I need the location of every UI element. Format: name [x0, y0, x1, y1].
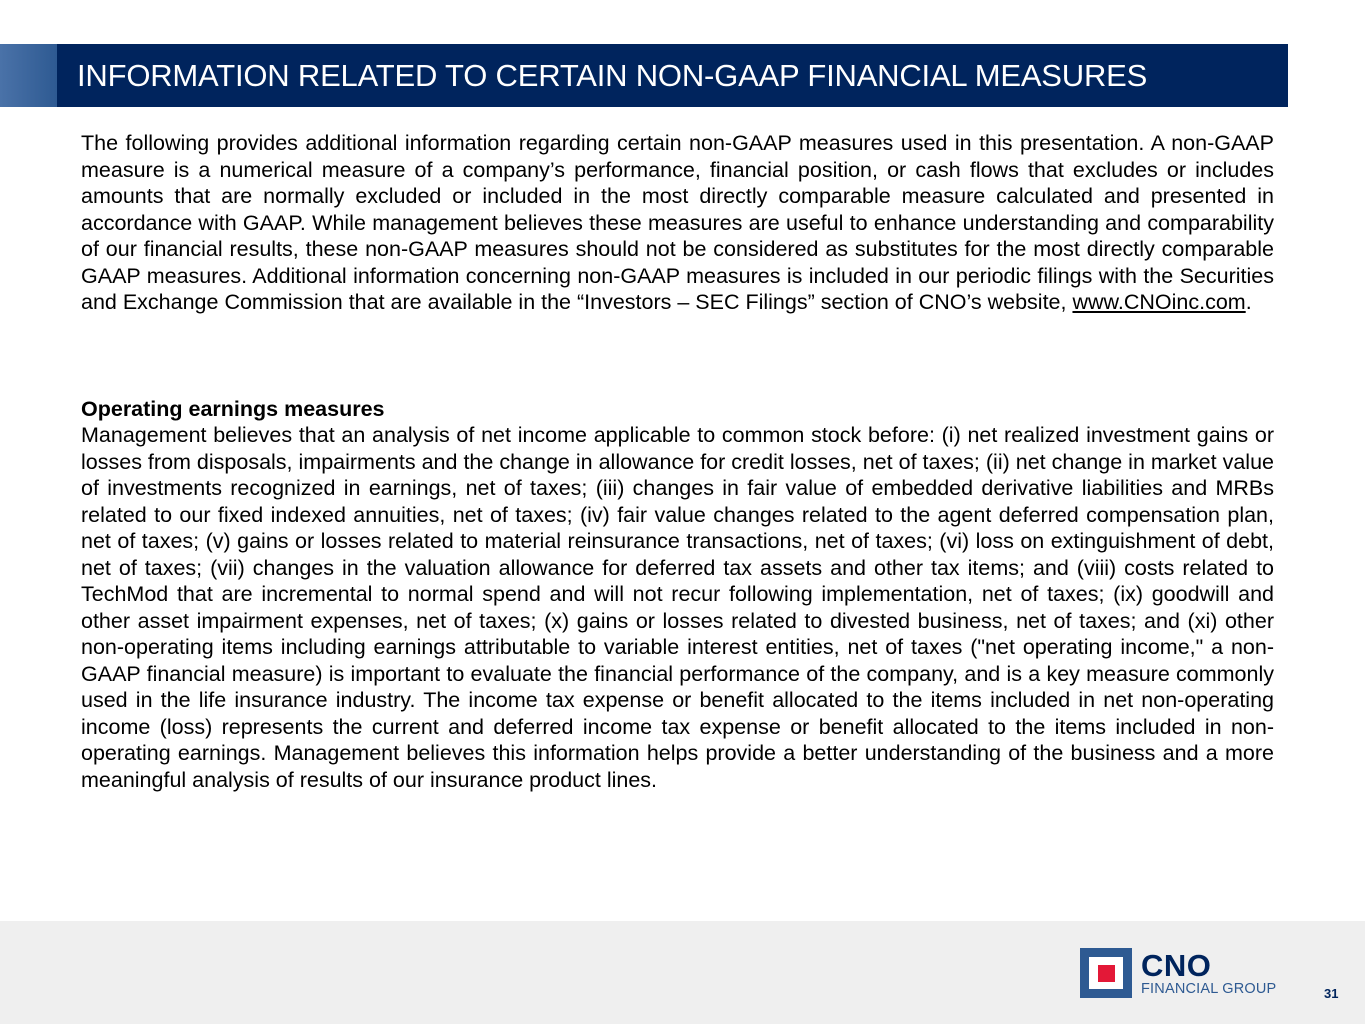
logo-text: [1141, 947, 1277, 997]
intro-paragraph: [81, 130, 1274, 316]
page-number: 31: [1324, 986, 1339, 1001]
cno-logo: [1080, 948, 1276, 998]
title-bar: [0, 44, 1288, 107]
logo-subtitle: FINANCIAL GROUP: [1141, 980, 1277, 997]
logo-name: CNO: [1141, 947, 1212, 983]
section-body: Management believes that an analysis of net income applicable to common stock before: (i) net realized investment gains or losses from disposals, impairments and the change in allowance for credit losses, net of taxes; (ii) net change in market value of investments recognized in earnings, net of taxes; (iii) changes in fair value of embedded derivative liabilities and MRBs related to our fixed indexed annuities, net of taxes; (iv) fair value changes related to the agent deferred compensation plan, net of taxes; (v) gains or losses related to material reinsurance transactions, net of taxes; (vi) loss on extinguishment of debt, net of taxes; (vii) changes in the valuation allowance for deferred tax assets and other tax items; and (viii) costs related to TechMod that are incremental to normal spend and will not recur following implementation, net of taxes; (ix) goodwill and other asset impairment expenses, net of taxes; (x) gains or losses related to divested business, net of taxes; and (xi) other non-operating items including earnings attributable to variable interest entities, net of taxes ("net operating income," a non-GAAP financial measure) is important to evaluate the financial performance of the company, and is a key measure commonly used in the life insurance industry. The income tax expense or benefit allocated to the items included in net non-operating income (loss) represents the current and deferred income tax expense or benefit allocated to the items included in non-operating earnings. Management believes this information helps provide a better understanding of the business and a more meaningful analysis of results of our insurance product lines.: [81, 423, 1274, 792]
page-title: INFORMATION RELATED TO CERTAIN NON-GAAP FINANCIAL MEASURES: [57, 44, 1288, 107]
cno-logo-icon: [1080, 948, 1132, 998]
main-content: [81, 130, 1274, 793]
website-link[interactable]: www.CNOinc.com: [1072, 290, 1246, 314]
intro-text: The following provides additional information regarding certain non-GAAP measures used in this presentation. A non-GAAP measure is a numerical measure of a company’s performance, financial position, or cash flows that excludes or includes amounts that are normally excluded or included in the most directly comparable measure calculated and presented in accordance with GAAP. While management believes these measures are useful to enhance understanding and comparability of our financial results, these non-GAAP measures should not be considered as substitutes for the most directly comparable GAAP measures. Additional information concerning non-GAAP measures is included in our periodic filings with the Securities and Exchange Commission that are available in the “Investors – SEC Filings” section of CNO’s website,: [81, 131, 1274, 314]
title-accent: [0, 44, 57, 107]
section-heading: Operating earnings measures: [81, 396, 385, 421]
intro-end: .: [1245, 290, 1252, 314]
